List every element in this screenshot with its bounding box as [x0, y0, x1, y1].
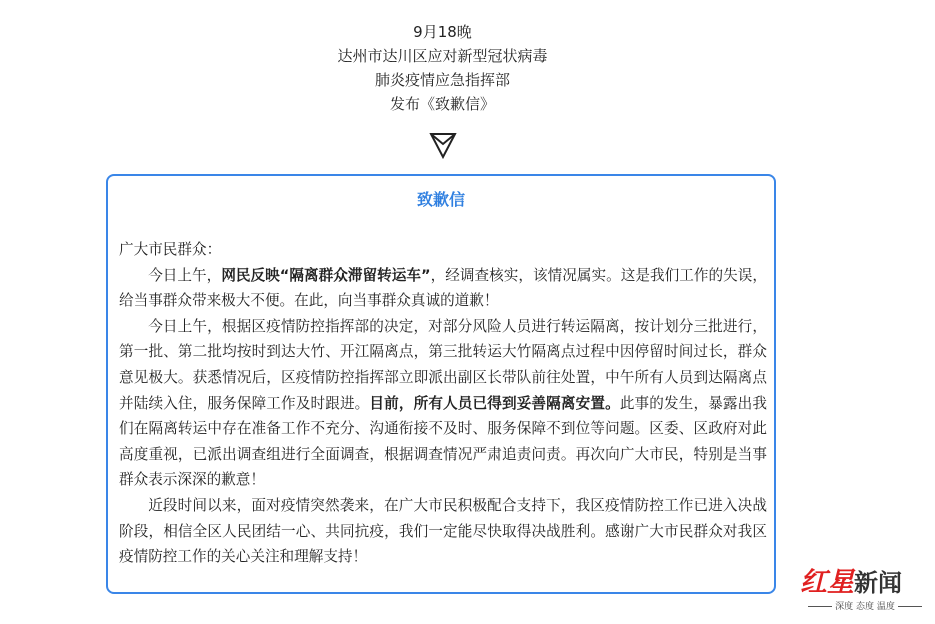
- logo-tagline: 深度 态度 温度: [835, 602, 895, 612]
- letter-paragraph-1: [119, 263, 767, 314]
- header-org-line2: 肺炎疫情应急指挥部: [374, 71, 510, 89]
- logo-dark-text: 新闻: [854, 568, 902, 597]
- p1-text-a: 今日上午，: [148, 266, 222, 284]
- p1-text-c: ，经调查核实，该情况属实。这是我们工作的失误，给当事群众带来极大不便。在此，向当事群众真诚的道歉！: [119, 266, 767, 310]
- p2-text-bold: 目前，所有人员已得到妥善隔离安置。: [369, 394, 620, 412]
- p1-text-bold: 网民反映“隔离群众滞留转运车”: [221, 266, 431, 284]
- letter-paragraph-3: 近段时间以来，面对疫情突然袭来，在广大市民积极配合支持下，我区疫情防控工作已进入决战阶段，相信全区人民团结一心、共同抗疫，我们一定能尽快取得决战胜利。感谢广大市民群众对我区疫情防控工作的关心关注和理解支持！: [119, 496, 767, 566]
- logo-main: [800, 560, 930, 596]
- letter-body: [119, 237, 767, 570]
- letter-box: [106, 174, 776, 594]
- p2-text-a: 今日上午，根据区疫情防控指挥部的决定，对部分风险人员进行转运隔离，按计划分三批进行，第一批、第二批均按时到达大竹、开江隔离点，第三批转运大竹隔离点过程中因停留时间过长，群众意见极大。获悉情况后，区疫情防控指挥部立即派出副区长带队前往处置，中午所有人员到达隔离点并陆续入住，服务保障工作及时跟进。: [119, 317, 767, 412]
- header-date: 9月18晚: [413, 23, 472, 41]
- arrow-down-icon: [428, 130, 458, 160]
- logo-tagline-row: [800, 600, 930, 614]
- header-org-line1: 达州市达川区应对新型冠状病毒: [337, 47, 548, 65]
- red-star-news-logo: [800, 560, 930, 616]
- header: [0, 20, 885, 116]
- logo-divider-left: [808, 606, 832, 607]
- letter-title: 致歉信: [416, 190, 465, 209]
- logo-red-text: 红星: [800, 567, 854, 598]
- header-publish: 发布《致歉信》: [389, 95, 495, 113]
- letter-paragraph-2: [119, 314, 767, 493]
- letter-salutation: 广大市民群众：: [119, 241, 222, 258]
- logo-divider-right: [898, 606, 922, 607]
- p2-text-c: 此事的发生，暴露出我们在隔离转运中存在准备工作不充分、沟通衔接不及时、服务保障不到位等问题。区委、区政府对此高度重视，已派出调查组进行全面调查，根据调查情况严肃追责问责。再次向广大市民，特别是当事群众表示深深的歉意！: [119, 394, 767, 489]
